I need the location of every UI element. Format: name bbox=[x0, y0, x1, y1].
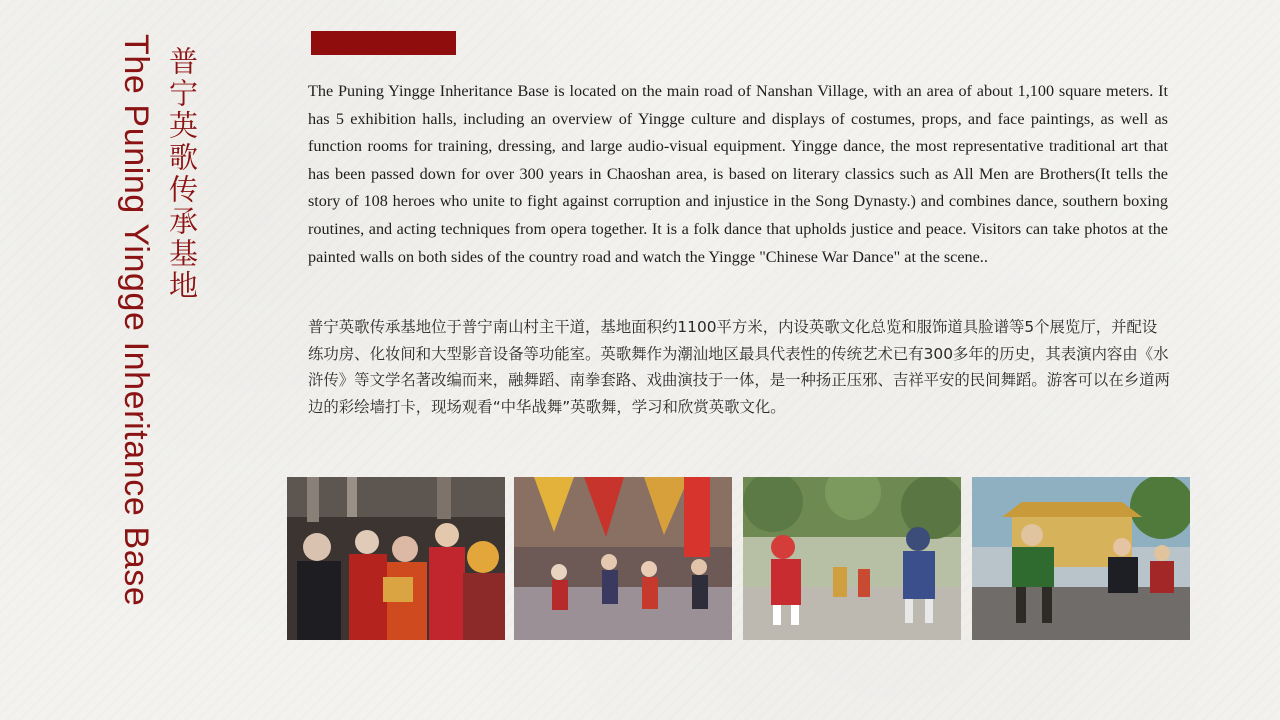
page-title-english: The Puning Yingge Inheritance Base bbox=[117, 34, 155, 607]
description-english: The Puning Yingge Inheritance Base is located on the main road of Nanshan Village, with an area of about 1,100 square meters. It has 5 exhibition halls, including an overview of Yingge culture and displays of costumes, props, and face paintings, as well as function rooms for training, dressing, and large audio-visual equipment. Yingge dance, the most representative traditional art that has been passed down for over 300 years in Chaoshan area, is based on literary classics such as All Men are Brothers(It tells the story of 108 heroes who unite to fight against corruption and injustice in the Song Dynasty.) and combines dance, southern boxing routines, and acting techniques from opera together. It is a folk dance that upholds justice and peace. Visitors can take photos at the painted walls on both sides of the country road and watch the Yingge "Chinese War Dance" at the scene.. bbox=[308, 82, 1168, 266]
page-title-chinese: 普宁英歌传承基地 bbox=[165, 46, 199, 302]
photo-yingge-street-crowd bbox=[287, 477, 505, 640]
photo-yingge-tree-road bbox=[743, 477, 961, 640]
photo-yingge-stage-flags bbox=[514, 477, 732, 640]
accent-bar bbox=[311, 31, 456, 55]
description-chinese: 普宁英歌传承基地位于普宁南山村主干道，基地面积约1100平方米，内设英歌文化总览和服饰道具脸谱等5个展览厅，并配设练功房、化妆间和大型影音设备等功能室。英歌舞作为潮汕地区最具代表性的传统艺术已有300多年的历史，其表演内容由《水浒传》等文学名著改编而来，融舞蹈、南拳套路、戏曲演技于一体，是一种扬正压邪、吉祥平安的民间舞蹈。游客可以在乡道两边的彩绘墙打卡，现场观看“中华战舞”英歌舞，学习和欣赏英歌文化。 bbox=[308, 318, 1170, 416]
photo-yingge-temple-gate bbox=[972, 477, 1190, 640]
